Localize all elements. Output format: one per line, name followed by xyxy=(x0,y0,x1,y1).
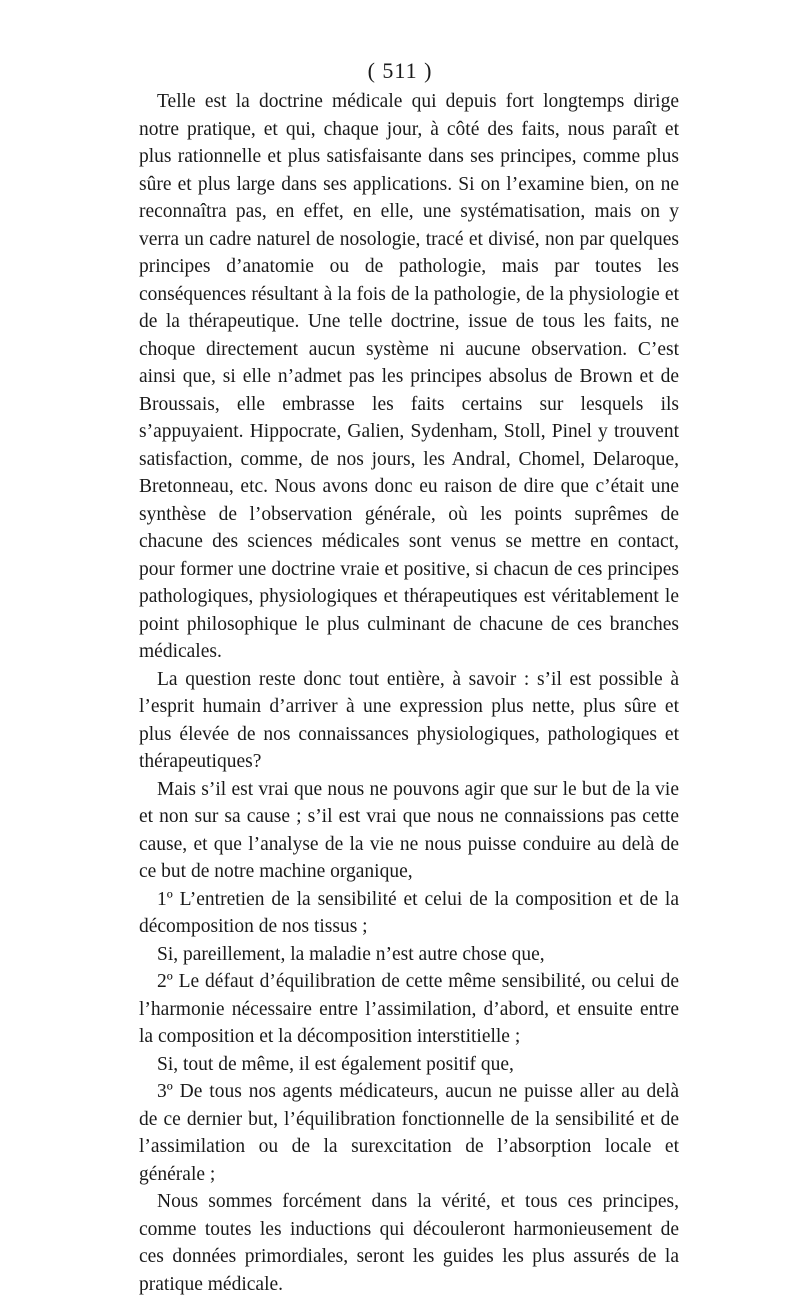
paragraph-point-1: 1º L’entretien de la sensibilité et celui de la composition et de la décomposition de nos tissus ; xyxy=(139,888,679,937)
page-number: ( 511 ) xyxy=(367,58,433,83)
paragraph-disease: Si, pareillement, la maladie n’est autre chose que, xyxy=(157,943,545,965)
paragraph-likewise: Si, tout de même, il est également positif que, xyxy=(157,1053,514,1075)
body-text xyxy=(139,88,679,1298)
paragraph-question: La question reste donc tout entière, à savoir : s’il est possible à l’esprit humain d’arriver à une expression plus nette, plus sûre et plus élevée de nos connaissances physiologiques, pathologiques et thérapeutiques? xyxy=(139,668,679,772)
paragraph-doctrine: Telle est la doctrine médicale qui depuis fort longtemps dirige notre pratique, et qui, chaque jour, à côté des faits, nous paraît et plus rationnelle et plus satisfaisante dans ses principes, comme plus sûre et plus large dans ses applications. Si on l’examine bien, on ne reconnaîtra pas, en effet, en elle, une systématisation, mais on y verra un cadre naturel de nosologie, tracé et divisé, non par quelques principes d’anatomie ou de pathologie, mais par toutes les conséquences résultant à la fois de la pathologie, de la physiologie et de la thérapeutique. Une telle doctrine, issue de tous les faits, ne choque directement aucun système ni aucune observation. C’est ainsi que, si elle n’admet pas les principes absolus de Brown et de Broussais, elle embrasse les faits certains sur lesquels ils s’appuyaient. Hippocrate, Galien, Sydenham, Stoll, Pinel y trouvent satisfaction, comme, de nos jours, les Andral, Chomel, Delaroque, Bretonneau, etc. Nous avons donc eu raison de dire que c’était une synthèse de l’observation générale, où les points suprêmes de chacune des sciences médicales sont venus se mettre en contact, pour former une doctrine vraie et positive, si chacun de ces principes pathologiques, physiologiques et thérapeutiques est véritablement le point philosophique le plus culminant de chacune de ces branches médicales. xyxy=(139,91,679,662)
paragraph-conclusion: Nous sommes forcément dans la vérité, et tous ces principes, comme toutes les inductions qui découleront harmonieusement de ces données primordiales, seront les guides les plus assurés de la pratique médicale. xyxy=(139,1191,679,1295)
paragraph-point-3: 3º De tous nos agents médicateurs, aucun ne puisse aller au delà de ce dernier but, l’équilibration fonctionnelle de la sensibilité et de l’assimilation ou de la surexcitation de l’absorption locale et générale ; xyxy=(139,1081,679,1185)
paragraph-premise: Mais s’il est vrai que nous ne pouvons agir que sur le but de la vie et non sur sa cause ; s’il est vrai que nous ne connaissions pas cette cause, et que l’analyse de la vie ne nous puisse conduire au delà de ce but de notre machine organique, xyxy=(139,778,679,882)
paragraph-point-2: 2º Le défaut d’équilibration de cette même sensibilité, ou celui de l’harmonie nécessaire entre l’assimilation, d’abord, et ensuite entre la composition et la décomposition interstitielle ; xyxy=(139,971,679,1047)
